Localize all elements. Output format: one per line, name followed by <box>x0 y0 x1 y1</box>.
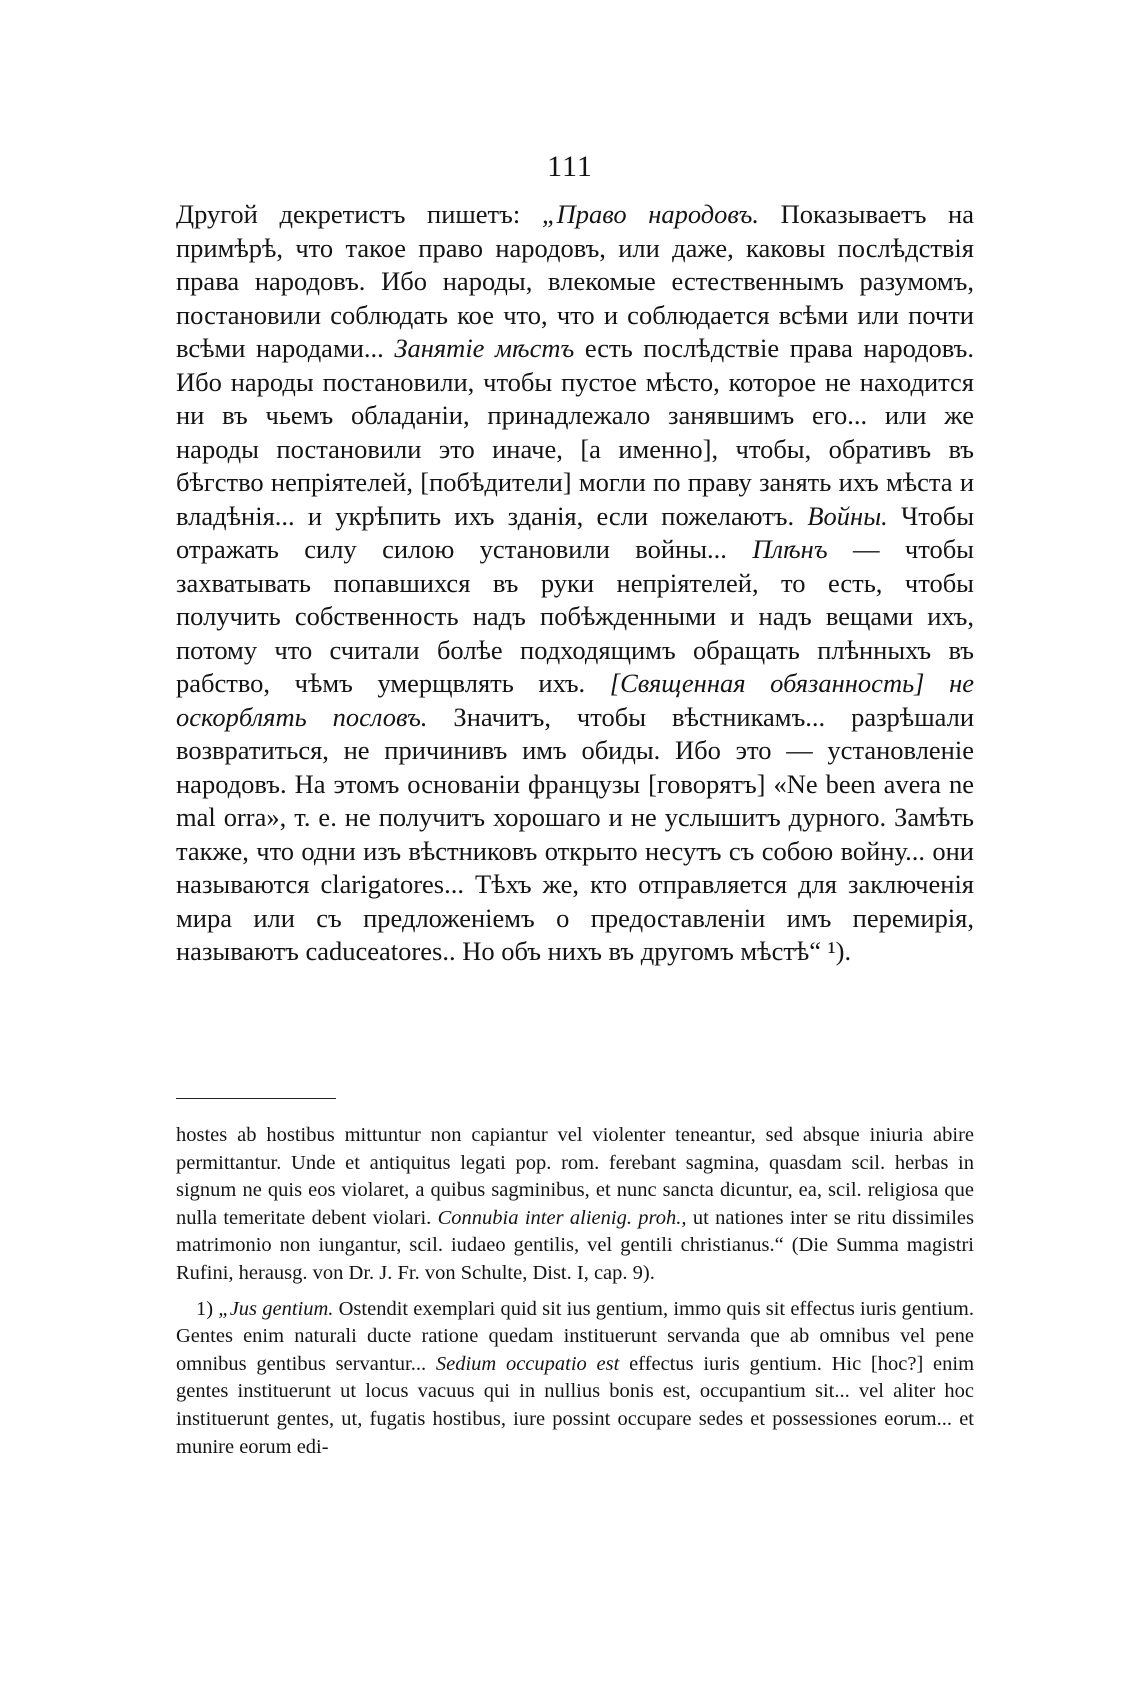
body-text: — чтобы захватывать попавшихся въ руки непріятелей, то есть, чтобы получить собственность надъ побѣжденными и надъ вещами ихъ, потому что считали болѣе подходящимъ обращать плѣнныхъ въ рабство, чѣмъ умерщвлять ихъ. <box>176 534 974 698</box>
footnote-text: effectus iuris gentium. Hic [hoc?] enim gentes instituerunt ut locus vacuus qui in nullius bonis est, occupantium sit... vel aliter hoc instituerunt gentes, ut, fugatis hostibus, iure possint occupare sedes et possessiones eorum... et munire eorum edi- <box>176 1352 975 1458</box>
body-text: есть послѣдствіе права народовъ. Ибо народы постановили, чтобы пустое мѣсто, которое не находится ни въ чьемъ обладаніи, принадлежало занявшимъ его... или же народы постановили это иначе, [а именно], чтобы, обративъ въ бѣгство непріятелей, [побѣдители] могли по праву занять ихъ мѣста и владѣнія... и укрѣпить ихъ зданія, если пожелаютъ. <box>176 333 974 531</box>
footnote-continuation <box>176 1122 974 1288</box>
italic-phrase: Войны. <box>807 500 888 531</box>
italic-phrase: Занятіе мѣстъ <box>394 333 575 363</box>
footnote-1 <box>176 1296 974 1462</box>
footnote-text: hostes ab hostibus mittuntur non capiantur vel violenter teneantur, sed absque iniuria abire permittantur. Unde et antiquitus legati pop. rom. ferebant sagmina, quasdam scil. herbas in signum ne quis eos violaret, a quibus sagminibus, et nunc sancta dicuntur, ea, scil. religiosa que nulla temeritate debent violari. <box>176 1124 974 1229</box>
page-number: 111 <box>547 150 593 183</box>
body-text: Значитъ, чтобы вѣстникамъ... разрѣшали возвратиться, не причинивъ имъ обиды. Ибо это — установленіе народовъ. На этомъ основаніи французы [говорятъ] «Ne been avera ne mal orra», т. е. не получитъ хорошаго и не услышитъ дурного. Замѣть также, что одни изъ вѣстниковъ открыто несутъ съ собою войну... они называются clarigatores... Тѣхъ же, кто отправляется для заключенія мира или съ предложеніемъ о предоставленіи имъ перемирія, называютъ caduceatores.. Но объ нихъ въ другомъ мѣстѣ“ <box>176 701 975 966</box>
main-text <box>176 198 974 969</box>
footnote-reference: ¹). <box>827 936 852 966</box>
body-text: Чтобы отражать силу силою установили войны... <box>176 500 975 564</box>
footnote-text: ut nationes inter se ritu dissimiles matrimonio non iungantur, scil. iudaeo gentilis, vel gentili christianus.“ (Die Summa magistri Rufini, herausg. von Dr. J. Fr. von Schulte, Dist. I, cap. 9). <box>176 1206 974 1284</box>
italic-phrase: Плѣнъ <box>752 534 828 564</box>
italic-phrase: „Jus gentium. <box>218 1297 334 1320</box>
body-text: Показываетъ на примѣрѣ, что такое право народовъ, или даже, каковы послѣдствія права народовъ. Ибо народы, влекомые естественнымъ разумомъ, постановили соблюдать кое что, что и соблюдается всѣми или почти всѣми народами... <box>176 199 975 363</box>
italic-phrase: „Право народовъ. <box>541 199 759 229</box>
body-paragraph <box>176 198 974 969</box>
footnote-marker: 1) <box>196 1297 219 1320</box>
italic-phrase: Sedium occupatio est <box>435 1352 620 1375</box>
italic-phrase: [Священная обязанность] не оскорблять пословъ. <box>176 668 974 732</box>
footnote-text: Ostendit exemplari quid sit ius gentium, immo quis sit effectus iuris gentium. Gentes enim naturali ducte ratione quedam instituerunt servanda que ab omnibus vel pene omnibus gentibus servantur... <box>176 1297 974 1375</box>
footnotes <box>176 1122 974 1469</box>
footnote-divider <box>176 1098 336 1099</box>
italic-phrase: Connubia inter alienig. proh., <box>437 1206 687 1229</box>
body-text: Другой декретистъ пишетъ: <box>176 199 542 229</box>
